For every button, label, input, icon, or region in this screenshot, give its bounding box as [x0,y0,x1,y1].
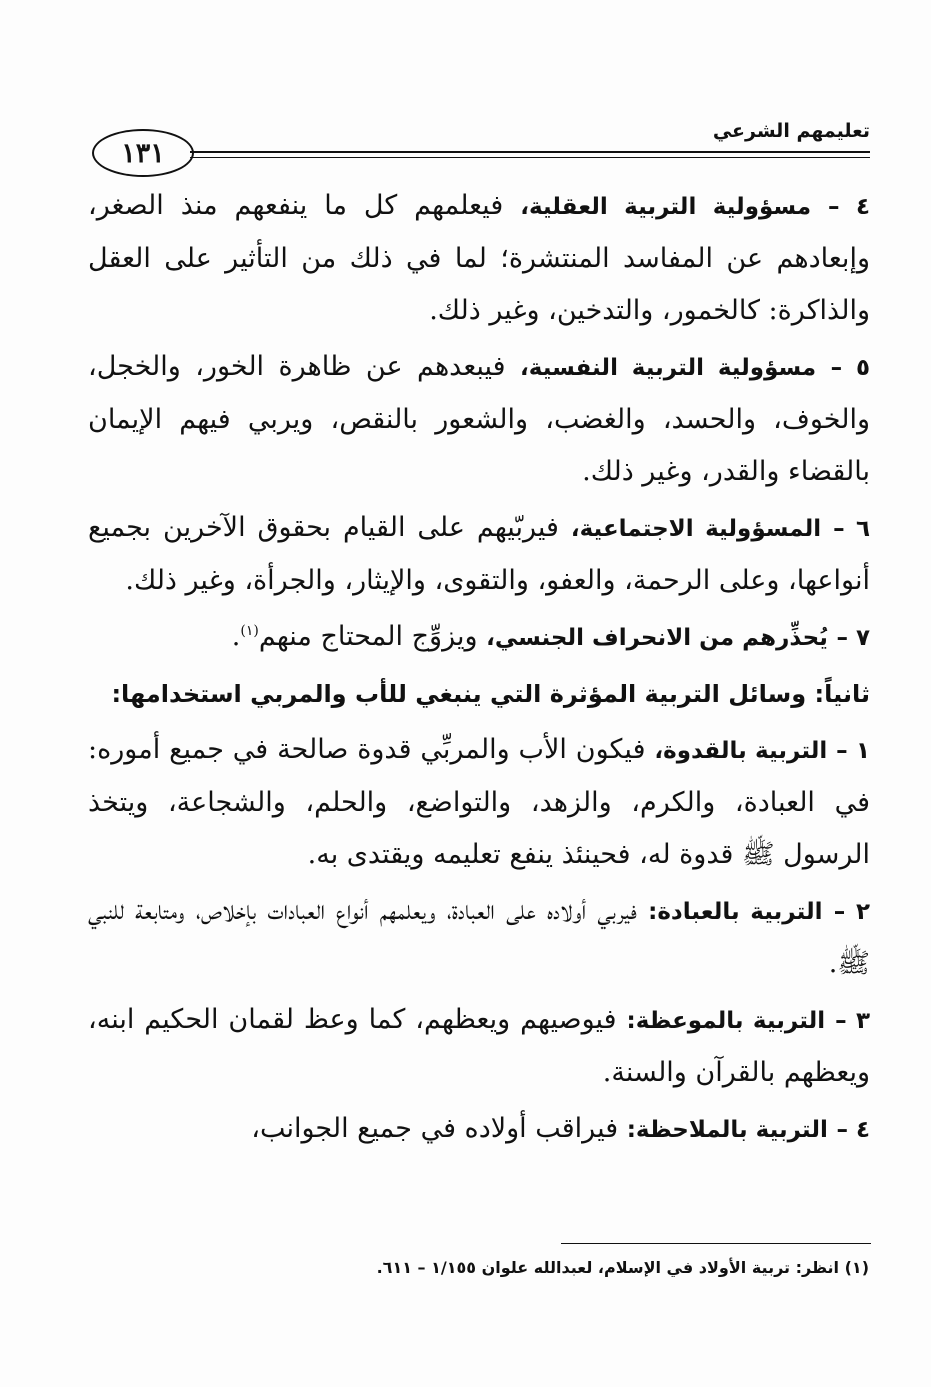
paragraph-method-2 [88,885,870,990]
page-header [92,120,870,182]
item-text: فيعلمهم كل ما ينفعهم منذ الصغر، وإبعادهم عن المفاسد المنتشرة؛ لما في ذلك من التأثير على العقل والذاكرة: كالخمور، والتدخين، وغير ذلك. [88,190,870,326]
footnote: (١) انظر: تربية الأولاد في الإسلام، لعبدالله علوان ١/١٥٥ – ٦١١. [376,1258,869,1277]
item-text: فيربّيهم على القيام بحقوق الآخرين بجميع أنواعها، وعلى الرحمة، والعفو، والتقوى، والإيثار، والجرأة، وغير ذلك. [88,512,870,596]
item-number: ٥ – [830,355,870,381]
item-term: التربية بالعبادة: [648,899,823,925]
item-number: ١ – [836,738,870,764]
paragraph-item-5 [88,341,870,498]
item-term: التربية بالقدوة، [654,738,828,764]
item-number: ٦ – [833,516,870,542]
item-number: ٤ – [836,1117,870,1143]
item-term: يُحذِّرهم من الانحراف الجنسي، [486,625,828,651]
item-number: ٣ – [835,1008,870,1034]
page-number: ١٣١ [92,129,194,177]
item-term: مسؤولية التربية النفسية، [520,355,817,381]
item-text: فيكون الأب والمربِّي قدوة صالحة في جميع أموره: في العبادة، والكرم، والزهد، والتواضع، والحلم، والشجاعة، ويتخذ الرسول ﷺ قدوة له، فحينئذ ينفع تعليمه ويقتدى به. [88,734,870,870]
item-text: ويزوِّج المحتاج منهم [258,621,478,652]
item-text: فيوصيهم ويعظهم، كما وعظ لقمان الحكيم ابنه، ويعظهم بالقرآن والسنة. [88,1004,870,1088]
paragraph-method-4 [88,1103,870,1156]
paragraph-method-3 [88,994,870,1099]
item-term: التربية بالموعظة: [626,1008,826,1034]
running-title: تعليمهم الشرعي [712,120,870,142]
item-term: التربية بالملاحظة: [626,1117,828,1143]
item-tail: . [231,621,241,652]
item-number: ٧ – [836,625,870,651]
paragraph-method-1 [88,724,870,881]
paragraph-item-6 [88,502,870,607]
paragraph-item-4 [88,180,870,337]
item-text: فيربي أولاده على العبادة، ويعلمهم أنواع العبادات بإخلاص، ومتابعة للنبي ﷺ. [88,895,870,979]
item-number: ٢ – [833,899,870,925]
section-heading: ثانياً: وسائل التربية المؤثرة التي ينبغي للأب والمربي استخدامها: [111,680,870,708]
footnote-ref: (١) [240,623,259,639]
paragraph-item-7 [88,611,870,664]
item-term: مسؤولية التربية العقلية، [520,194,812,220]
header-rule [190,151,870,153]
main-text [88,180,870,1160]
header-rule-thin [190,157,870,158]
item-text: فيراقب أولاده في جميع الجوانب، [251,1113,619,1144]
item-term: المسؤولية الاجتماعية، [570,516,822,542]
item-text: فيبعدهم عن ظاهرة الخور، والخجل، والخوف، والحسد، والغضب، والشعور بالنقص، ويربي فيهم الإيمان بالقضاء والقدر، وغير ذلك. [88,351,870,487]
item-number: ٤ – [828,194,870,220]
footnote-divider [561,1243,871,1244]
